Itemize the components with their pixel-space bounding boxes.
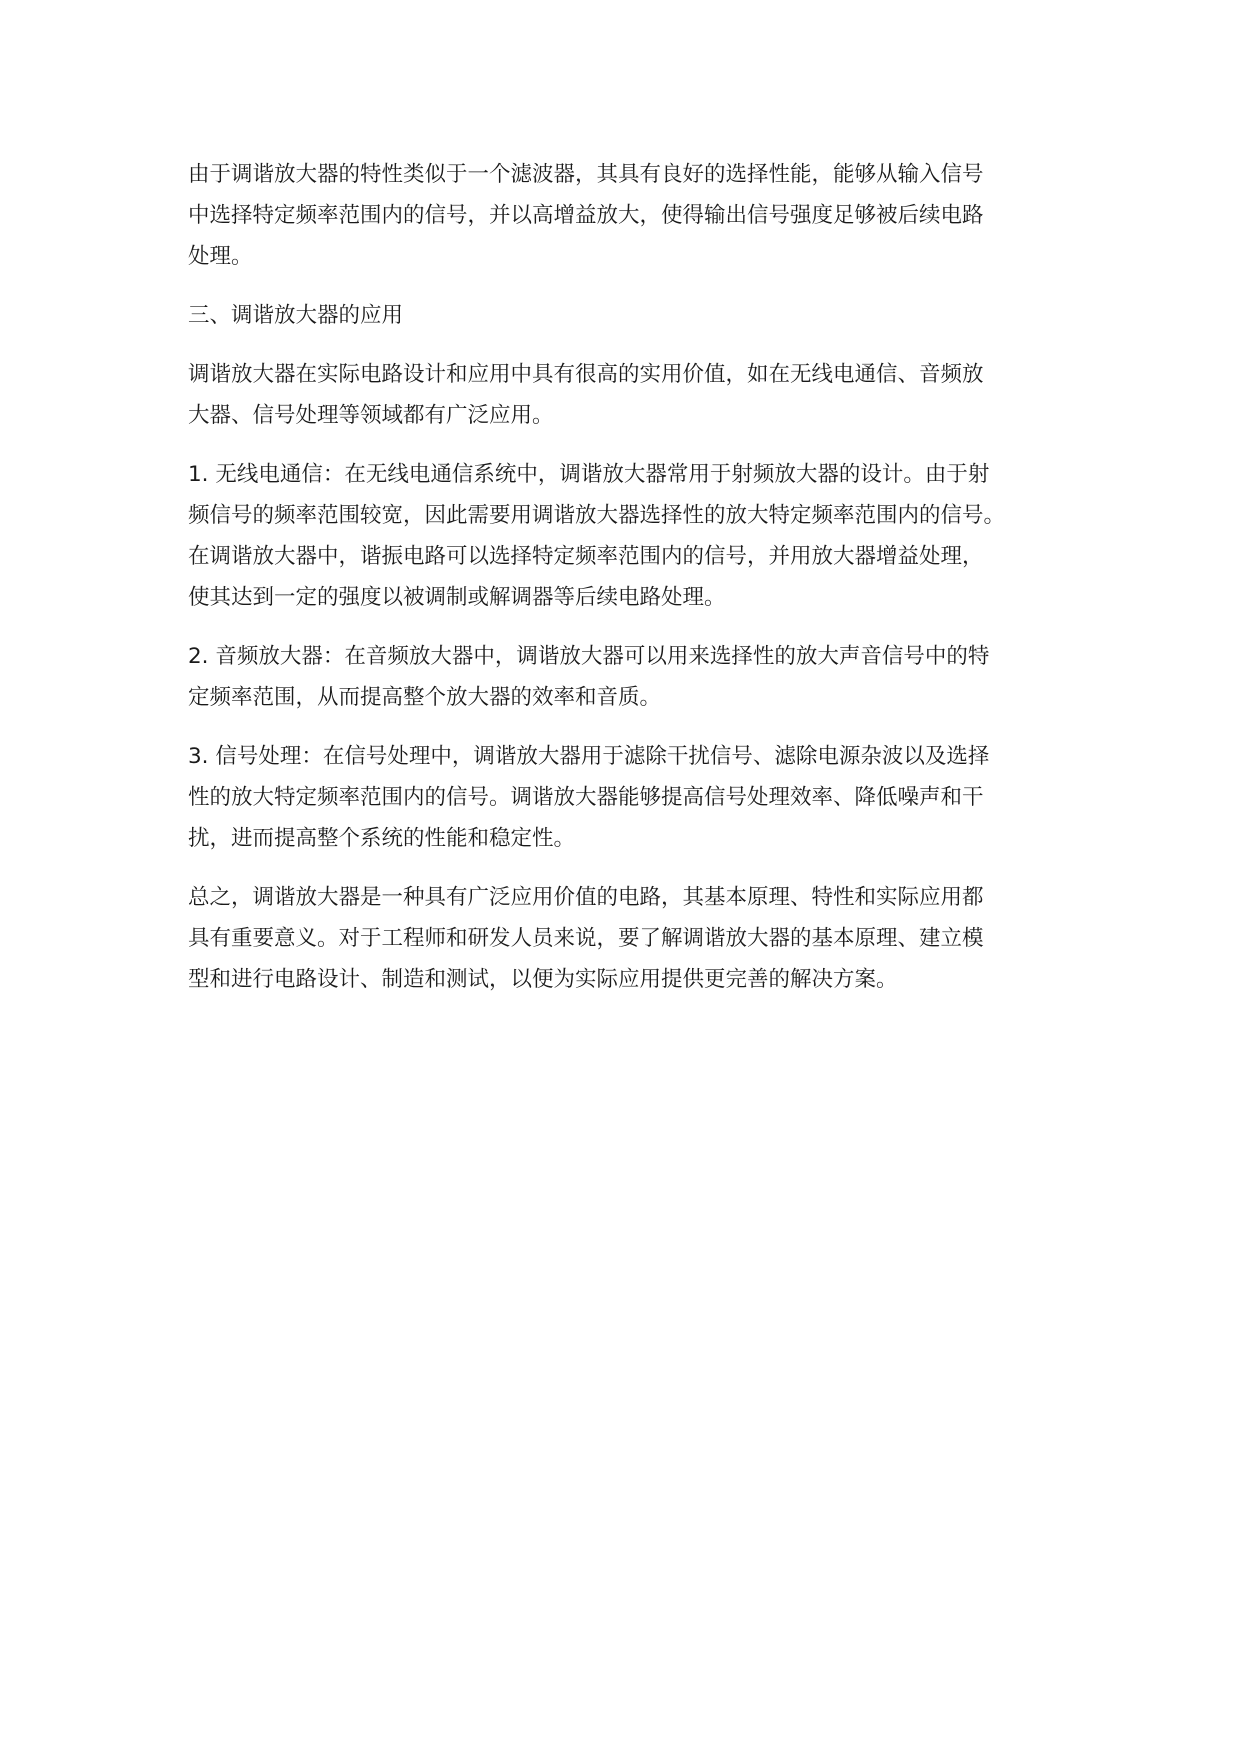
text-line: 调谐放大器在实际电路设计和应用中具有很高的实用价值，如在无线电通信、音频放 [188,362,984,387]
text-line: 性的放大特定频率范围内的信号。调谐放大器能够提高信号处理效率、降低噪声和干 [188,785,984,810]
text-line: 3. 信号处理：在信号处理中，调谐放大器用于滤除干扰信号、滤除电源杂波以及选择 [188,744,990,769]
paragraph-signal-processing [188,736,1068,859]
text-line: 2. 音频放大器：在音频放大器中，调谐放大器可以用来选择性的放大声音信号中的特 [188,644,990,669]
heading-text: 三、调谐放大器的应用 [188,303,404,328]
text-line: 总之，调谐放大器是一种具有广泛应用价值的电路，其基本原理、特性和实际应用都 [188,885,984,910]
text-line: 使其达到一定的强度以被调制或解调器等后续电路处理。 [188,585,726,610]
text-line: 型和进行电路设计、制造和测试，以便为实际应用提供更完善的解决方案。 [188,967,898,992]
text-line: 扰，进而提高整个系统的性能和稳定性。 [188,826,576,851]
text-line: 具有重要意义。对于工程师和研发人员来说，要了解调谐放大器的基本原理、建立模 [188,926,984,951]
text-line: 由于调谐放大器的特性类似于一个滤波器，其具有良好的选择性能，能够从输入信号 [188,162,984,187]
text-line: 大器、信号处理等领域都有广泛应用。 [188,403,554,428]
section-heading-applications [188,295,1068,336]
text-line: 在调谐放大器中，谐振电路可以选择特定频率范围内的信号，并用放大器增益处理， [188,544,984,569]
paragraph-applications-intro [188,354,1068,436]
text-line: 频信号的频率范围较宽，因此需要用调谐放大器选择性的放大特定频率范围内的信号。 [188,503,1006,528]
text-line: 中选择特定频率范围内的信号，并以高增益放大，使得输出信号强度足够被后续电路 [188,203,984,228]
text-line: 处理。 [188,244,253,269]
paragraph-conclusion [188,877,1068,1000]
paragraph-radio-communication [188,454,1068,618]
document-body [188,154,1068,1018]
text-line: 1. 无线电通信：在无线电通信系统中，调谐放大器常用于射频放大器的设计。由于射 [188,462,990,487]
text-line: 定频率范围，从而提高整个放大器的效率和音质。 [188,685,662,710]
paragraph-filter-selectivity [188,154,1068,277]
paragraph-audio-amplifier [188,636,1068,718]
